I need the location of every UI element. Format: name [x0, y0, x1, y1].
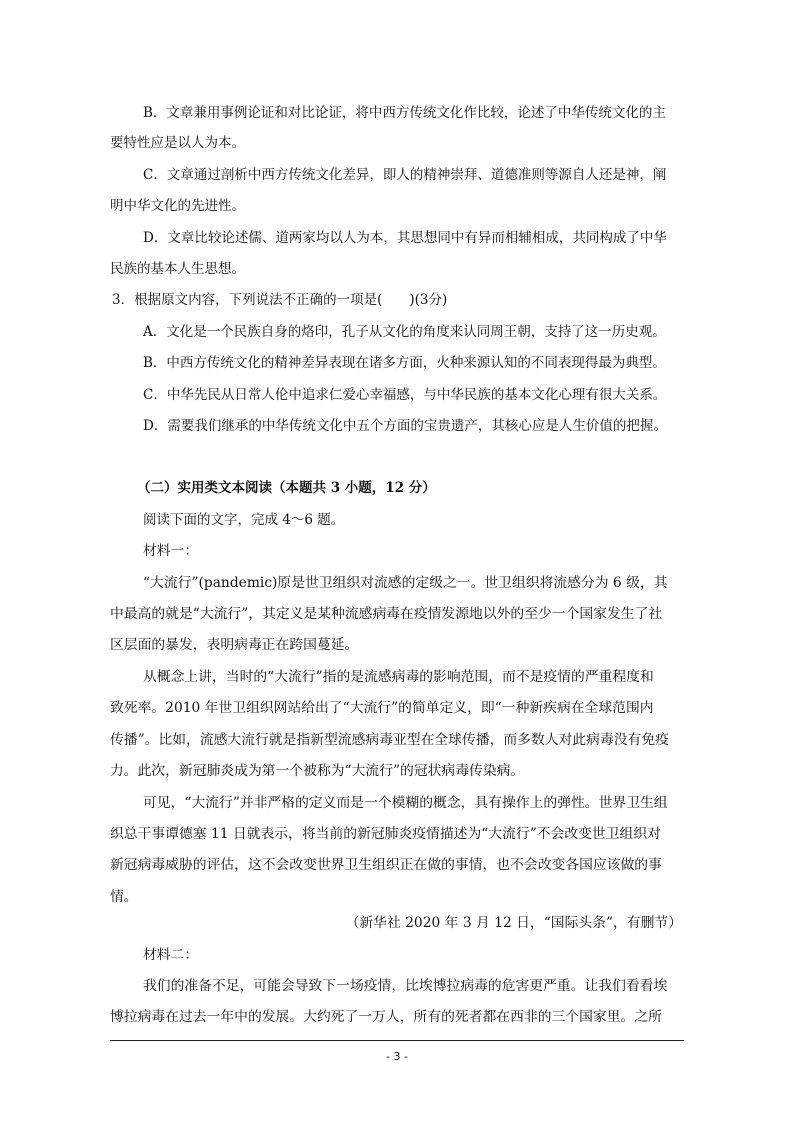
material-1-p3-line2: 织总干事谭德塞 11 日就表示，将当前的新冠肺炎疫情描述为“大流行”不会改变世卫组织对: [110, 826, 661, 842]
material-1-p3-line1: 可见，“大流行”并非严格的定义而是一个模糊的概念，具有操作上的弹性。世界卫生组: [143, 795, 668, 811]
footer-rule: [110, 1040, 684, 1041]
material-1-source: （新华社 2020 年 3 月 12 日，“国际头条”，有删节）: [345, 915, 682, 931]
material-1-p1-line2: 中最高的就是“大流行”，其定义是某种流感病毒在疫情发源地以外的至少一个国家发生了社: [110, 606, 663, 622]
section-heading: （二）实用类文本阅读（本题共 3 小题，12 分）: [137, 480, 436, 496]
material-1-p2-line2: 致死率。2010 年世卫组织网站给出了“大流行”的简单定义，即“一种新疾病在全球范围内: [110, 700, 654, 716]
q2-option-c-line2: 明中华文化的先进性。: [110, 198, 245, 214]
material-1-p1-line3: 区层面的暴发，表明病毒正在跨国蔓延。: [110, 637, 359, 653]
material-2-p1-line2: 博拉病毒在过去一年中的发展。大约死了一万人，所有的死者都在西非的三个国家里。之所: [110, 1009, 662, 1025]
q3-option-a: A．文化是一个民族自身的烙印，孔子从文化的角度来认同周王朝，支持了这一历史观。: [143, 324, 666, 340]
material-1-p2-line1: 从概念上讲，当时的“大流行”指的是流感病毒的影响范围，而不是疫情的严重程度和: [143, 669, 654, 685]
page-number: - 3 -: [386, 1050, 408, 1063]
material-1-p1-line1: “大流行”(pandemic)原是世卫组织对流感的定级之一。世卫组织将流感分为 6 级，其: [143, 575, 668, 591]
q3-option-d: D．需要我们继承的中华传统文化中五个方面的宝贵遗产，其核心应是人生价值的把握。: [143, 418, 667, 434]
material-1-p2-line4: 力。此次，新冠肺炎成为第一个被称为“大流行”的冠状病毒传染病。: [110, 763, 525, 779]
q2-option-b-line1: B．文章兼用事例论证和对比论证，将中西方传统文化作比较，论述了中华传统文化的主: [143, 105, 666, 121]
q3-stem: 3．根据原文内容，下列说法不正确的一项是( )(3分): [112, 292, 448, 308]
section-instruction: 阅读下面的文字，完成 4～6 题。: [143, 512, 345, 528]
q2-option-d-line2: 民族的基本人生思想。: [110, 261, 245, 277]
q2-option-d-line1: D．文章比较论述儒、道两家均以人为本，其思想同中有异而相辅相成，共同构成了中华: [143, 230, 667, 246]
q3-option-c: C．中华先民从日常人伦中追求仁爱心幸福感，与中华民族的基本文化心理有很大关系。: [143, 387, 667, 403]
material-1-p3-line4: 情。: [110, 889, 138, 905]
q2-option-c-line1: C．文章通过剖析中西方传统文化差异，即人的精神崇拜、道德准则等源自人还是神，阐: [143, 167, 667, 183]
material-2-label: 材料二：: [143, 947, 199, 963]
q3-option-b: B．中西方传统文化的精神差异表现在诸多方面，火种来源认知的不同表现得最为典型。: [143, 355, 666, 371]
material-1-p3-line3: 新冠病毒威胁的评估，这不会改变世界卫生组织正在做的事情，也不会改变各国应该做的事: [110, 857, 662, 873]
material-1-label: 材料一：: [143, 543, 199, 559]
material-2-p1-line1: 我们的准备不足，可能会导致下一场疫情，比埃博拉病毒的危害更严重。让我们看看埃: [143, 978, 668, 994]
q2-option-b-line2: 要特性应是以人为本。: [110, 135, 245, 151]
material-1-p2-line3: 传播”。比如，流感大流行就是指新型流感病毒亚型在全球传播，而多数人对此病毒没有免疫: [110, 732, 669, 748]
